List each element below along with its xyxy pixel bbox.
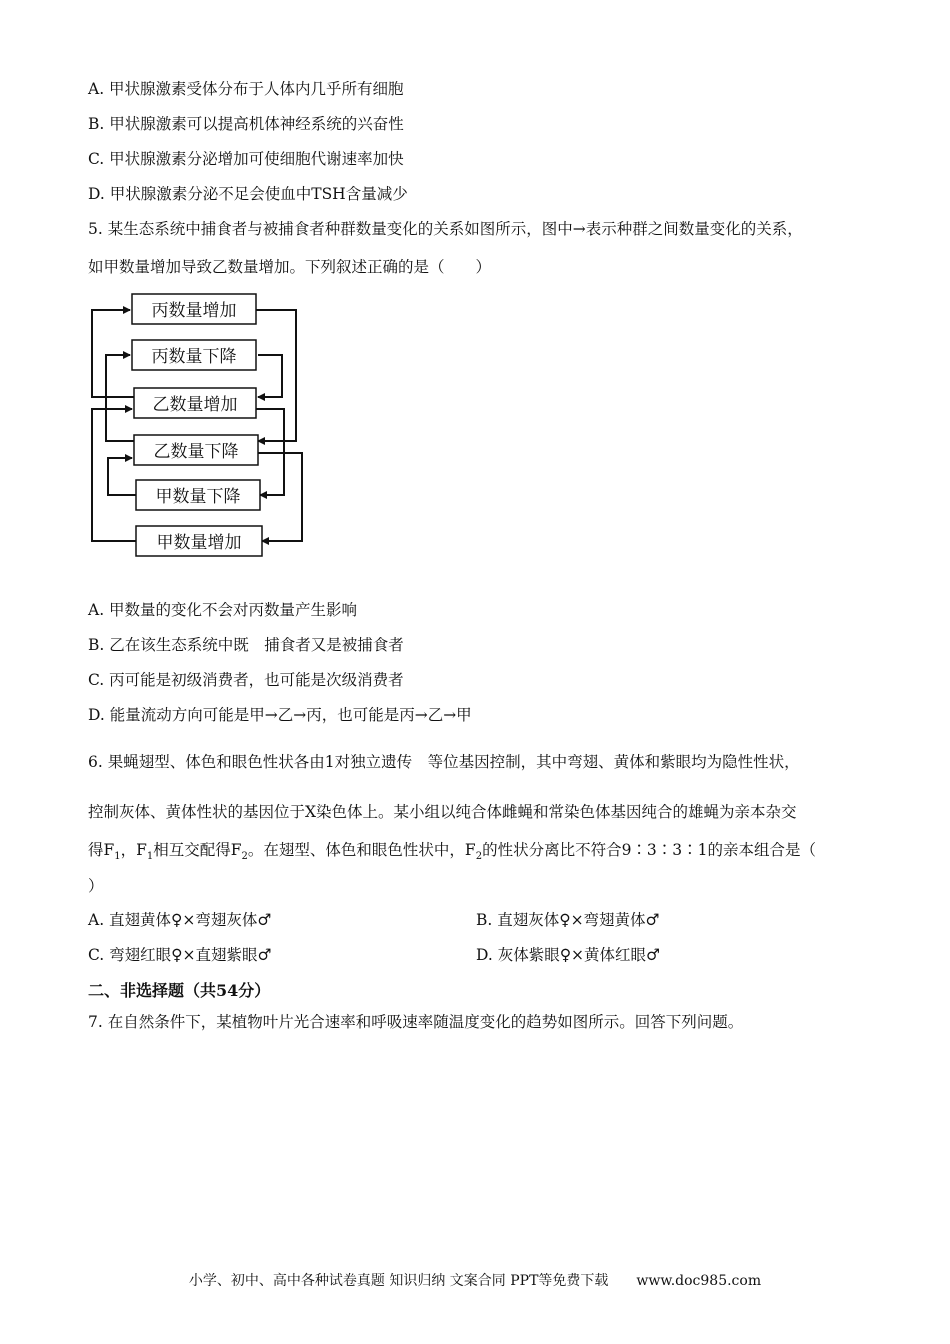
q4-option-c: C. 甲状腺激素分泌增加可使细胞代谢速率加快	[88, 150, 404, 168]
q4-option-a: A. 甲状腺激素受体分布于人体内几乎所有细胞	[88, 80, 404, 98]
box-label-bing-increase: 丙数量增加	[151, 301, 237, 321]
arrow-jia-up-to-yi-up	[92, 409, 136, 541]
box-label-yi-decrease: 乙数量下降	[153, 442, 239, 462]
page-footer: 小学、初中、高中各种试卷真题 知识归纳 文案合同 PPT等免费下载 www.doc985.com	[188, 1273, 762, 1289]
arrow-yi-down-to-jia-up	[258, 453, 302, 541]
q6-option-d: D. 灰体紫眼♀×黄体红眼♂	[476, 946, 660, 964]
q6-option-b: B. 直翅灰体♀×弯翅黄体♂	[476, 911, 660, 929]
q7-stem: 7. 在自然条件下，某植物叶片光合速率和呼吸速率随温度变化的趋势如图所示。回答下列问题。	[88, 1013, 744, 1031]
box-label-jia-decrease: 甲数量下降	[155, 487, 241, 507]
q6-stem-line1: 6. 果蝇翅型、体色和眼色性状各由1对独立遗传 等位基因控制，其中弯翅、黄体和紫眼均为隐性性状，	[88, 753, 800, 771]
q4-option-b: B. 甲状腺激素可以提高机体神经系统的兴奋性	[88, 115, 404, 133]
population-relation-diagram	[86, 288, 316, 563]
q5-option-b: B. 乙在该生态系统中既 捕食者又是被捕食者	[88, 636, 404, 654]
q5-option-d: D. 能量流动方向可能是甲→乙→丙，也可能是丙→乙→甲	[88, 706, 472, 724]
arrow-bing-up-to-yi-down	[256, 310, 296, 441]
q5-stem-line1: 5. 某生态系统中捕食者与被捕食者种群数量变化的关系如图所示，图中→表示种群之间数量变化的关系，	[88, 220, 803, 238]
arrow-jia-down-to-yi-down	[108, 458, 136, 495]
box-label-bing-decrease: 丙数量下降	[151, 347, 237, 367]
q6-stem-line3: 得$F_1$，$F_1$相互交配得$F_2$。在翅型、体色和眼色性状中，$F_2$的性状分离比不符合9∶3∶3∶1的亲本组合是（	[88, 841, 817, 863]
q6-option-a: A. 直翅黄体♀×弯翅灰体♂	[88, 911, 272, 929]
q5-stem-line2: 如甲数量增加导致乙数量增加。下列叙述正确的是（ ）	[88, 258, 492, 276]
q5-option-c: C. 丙可能是初级消费者，也可能是次级消费者	[88, 671, 404, 689]
q4-option-d: D. 甲状腺激素分泌不足会使血中TSH含量减少	[88, 185, 408, 203]
q6-stem-line4: ）	[88, 877, 104, 895]
arrow-bing-down-to-yi-up	[258, 355, 282, 397]
q5-option-a: A. 甲数量的变化不会对丙数量产生影响	[88, 601, 358, 619]
box-label-yi-increase: 乙数量增加	[152, 395, 238, 415]
q6-option-c: C. 弯翅红眼♀×直翅紫眼♂	[88, 946, 272, 964]
arrow-yi-up-to-bing-up	[92, 310, 134, 397]
q6-stem-line2: 控制灰体、黄体性状的基因位于X染色体上。某小组以纯合体雌蝇和常染色体基因纯合的雄蝇为亲本杂交	[88, 803, 797, 821]
box-label-jia-increase: 甲数量增加	[156, 533, 242, 553]
section-heading: 二、非选择题（共54分）	[88, 981, 271, 1000]
